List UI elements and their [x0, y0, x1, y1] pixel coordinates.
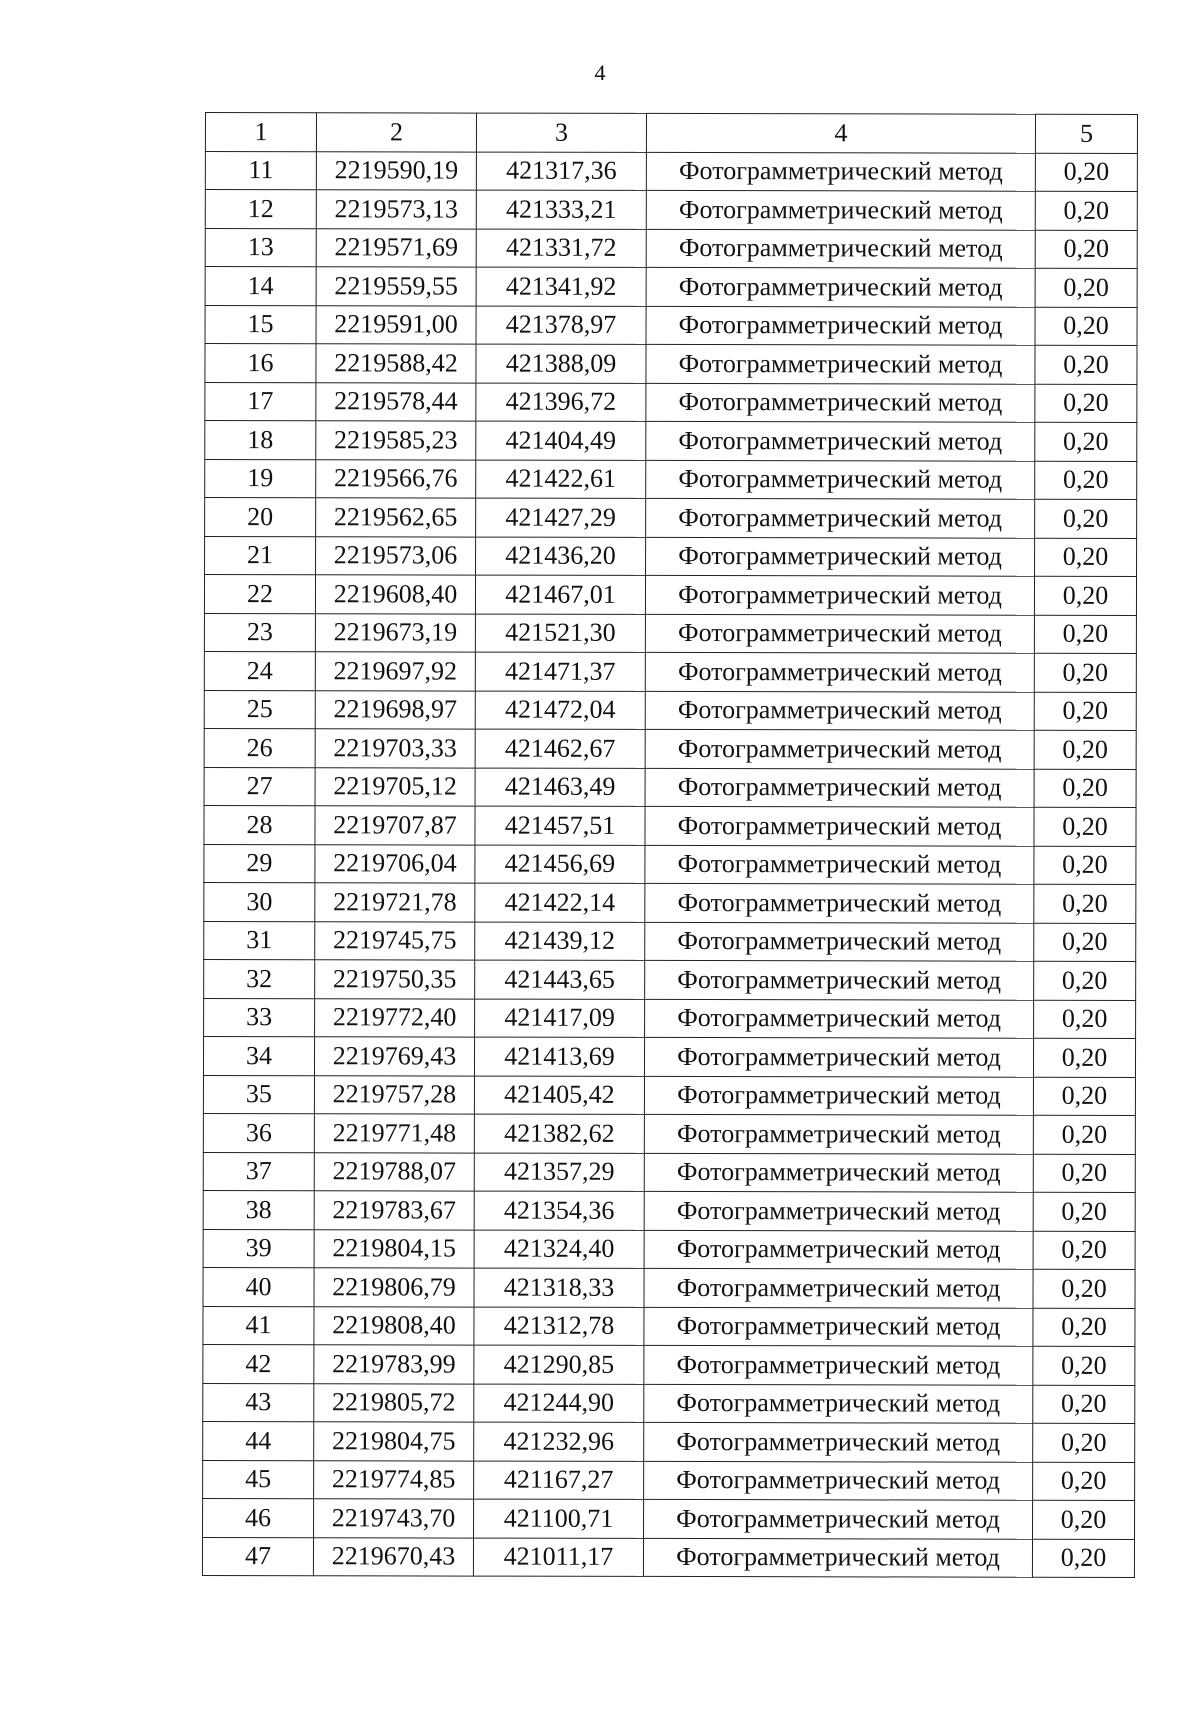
table-row	[203, 1075, 1135, 1115]
y-coordinate-cell: 421456,69	[475, 845, 645, 884]
accuracy-cell: 0,20	[1035, 153, 1137, 192]
method-cell: Фотограмметрический метод	[644, 1345, 1033, 1384]
x-coordinate-cell: 2219806,79	[314, 1268, 474, 1307]
accuracy-cell: 0,20	[1034, 653, 1136, 692]
y-coordinate-cell: 421436,20	[476, 537, 646, 576]
table-row	[205, 421, 1137, 461]
method-cell: Фотограмметрический метод	[646, 460, 1035, 499]
x-coordinate-cell: 2219697,92	[315, 652, 475, 691]
point-number-cell: 11	[205, 151, 316, 190]
accuracy-cell: 0,20	[1035, 461, 1137, 500]
point-number-cell: 33	[204, 998, 315, 1037]
table-row	[203, 1306, 1135, 1346]
x-coordinate-cell: 2219573,13	[316, 190, 476, 229]
point-number-cell: 14	[205, 267, 316, 306]
table-row	[204, 805, 1136, 845]
y-coordinate-cell: 421463,49	[475, 768, 645, 807]
y-coordinate-cell: 421318,33	[474, 1268, 644, 1307]
y-coordinate-cell: 421354,36	[474, 1191, 644, 1230]
table-row	[205, 382, 1137, 422]
table-header-row	[205, 113, 1137, 153]
method-cell: Фотограмметрический метод	[645, 575, 1034, 614]
point-number-cell: 30	[204, 882, 315, 921]
accuracy-cell: 0,20	[1035, 345, 1137, 384]
method-cell: Фотограмметрический метод	[645, 768, 1034, 807]
x-coordinate-cell: 2219804,75	[314, 1422, 474, 1461]
accuracy-cell: 0,20	[1035, 307, 1137, 346]
accuracy-cell: 0,20	[1033, 1308, 1135, 1347]
x-coordinate-cell: 2219571,69	[316, 228, 476, 267]
y-coordinate-cell: 421167,27	[474, 1461, 644, 1500]
x-coordinate-cell: 2219573,06	[316, 536, 476, 575]
y-coordinate-cell: 421457,51	[475, 806, 645, 845]
table-row	[204, 882, 1136, 922]
table-row	[204, 921, 1136, 961]
column-header: 3	[476, 113, 646, 152]
y-coordinate-cell: 421324,40	[474, 1230, 644, 1269]
x-coordinate-cell: 2219706,04	[315, 844, 475, 883]
method-cell: Фотограмметрический метод	[644, 1384, 1033, 1423]
point-number-cell: 47	[202, 1537, 313, 1576]
x-coordinate-cell: 2219804,15	[314, 1229, 474, 1268]
point-number-cell: 40	[203, 1267, 314, 1306]
method-cell: Фотограмметрический метод	[645, 614, 1034, 653]
point-number-cell: 29	[204, 844, 315, 883]
accuracy-cell: 0,20	[1034, 615, 1136, 654]
y-coordinate-cell: 421467,01	[475, 575, 645, 614]
method-cell: Фотограмметрический метод	[646, 190, 1035, 229]
accuracy-cell: 0,20	[1033, 1077, 1135, 1116]
accuracy-cell: 0,20	[1034, 961, 1136, 1000]
x-coordinate-cell: 2219562,65	[316, 498, 476, 537]
point-number-cell: 19	[205, 459, 316, 498]
accuracy-cell: 0,20	[1033, 1192, 1135, 1231]
x-coordinate-cell: 2219673,19	[315, 613, 475, 652]
method-cell: Фотограмметрический метод	[644, 1422, 1033, 1461]
accuracy-cell: 0,20	[1035, 384, 1137, 423]
point-number-cell: 17	[205, 382, 316, 421]
x-coordinate-cell: 2219743,70	[314, 1499, 474, 1538]
x-coordinate-cell: 2219670,43	[313, 1537, 473, 1576]
point-number-cell: 31	[204, 921, 315, 960]
method-cell: Фотограмметрический метод	[644, 1268, 1033, 1307]
point-number-cell: 28	[204, 805, 315, 844]
y-coordinate-cell: 421404,49	[476, 421, 646, 460]
coordinates-table	[202, 112, 1138, 1578]
table-row	[203, 1190, 1135, 1230]
table-row	[203, 1036, 1135, 1076]
column-header: 1	[205, 113, 316, 152]
y-coordinate-cell: 421232,96	[474, 1422, 644, 1461]
y-coordinate-cell: 421521,30	[475, 614, 645, 653]
accuracy-cell: 0,20	[1033, 1385, 1135, 1424]
x-coordinate-cell: 2219705,12	[315, 767, 475, 806]
accuracy-cell: 0,20	[1033, 1231, 1135, 1270]
table-row	[204, 651, 1136, 691]
accuracy-cell: 0,20	[1035, 268, 1137, 307]
method-cell: Фотограмметрический метод	[644, 1499, 1033, 1538]
x-coordinate-cell: 2219591,00	[316, 305, 476, 344]
method-cell: Фотограмметрический метод	[646, 421, 1035, 460]
y-coordinate-cell: 421417,09	[475, 999, 645, 1038]
accuracy-cell: 0,20	[1033, 1423, 1135, 1462]
table-row	[204, 844, 1136, 884]
accuracy-cell: 0,20	[1033, 1115, 1135, 1154]
accuracy-cell: 0,20	[1034, 884, 1136, 923]
y-coordinate-cell: 421427,29	[476, 498, 646, 537]
method-cell: Фотограмметрический метод	[644, 1153, 1033, 1192]
method-cell: Фотограмметрический метод	[644, 1230, 1033, 1269]
y-coordinate-cell: 421378,97	[476, 306, 646, 345]
x-coordinate-cell: 2219566,76	[316, 459, 476, 498]
point-number-cell: 37	[203, 1152, 314, 1191]
point-number-cell: 15	[205, 305, 316, 344]
accuracy-cell: 0,20	[1034, 576, 1136, 615]
method-cell: Фотограмметрический метод	[645, 922, 1034, 961]
x-coordinate-cell: 2219585,23	[316, 421, 476, 460]
method-cell: Фотограмметрический метод	[645, 691, 1034, 730]
table-body	[202, 151, 1137, 1577]
accuracy-cell: 0,20	[1035, 230, 1137, 269]
table-row	[204, 613, 1136, 653]
table-row	[205, 344, 1137, 384]
accuracy-cell: 0,20	[1034, 730, 1136, 769]
point-number-cell: 12	[205, 190, 316, 229]
point-number-cell: 46	[203, 1498, 314, 1537]
table-row	[204, 767, 1136, 807]
point-number-cell: 41	[203, 1306, 314, 1345]
method-cell: Фотограмметрический метод	[645, 845, 1034, 884]
x-coordinate-cell: 2219769,43	[314, 1037, 474, 1076]
method-cell: Фотограмметрический метод	[645, 999, 1034, 1038]
method-cell: Фотограмметрический метод	[645, 806, 1034, 845]
y-coordinate-cell: 421333,21	[476, 190, 646, 229]
point-number-cell: 18	[205, 421, 316, 460]
y-coordinate-cell: 421312,78	[474, 1307, 644, 1346]
accuracy-cell: 0,20	[1035, 191, 1137, 230]
table-row	[204, 575, 1136, 615]
table-row	[204, 998, 1136, 1038]
y-coordinate-cell: 421331,72	[476, 229, 646, 268]
x-coordinate-cell: 2219588,42	[316, 344, 476, 383]
method-cell: Фотограмметрический метод	[644, 1076, 1033, 1115]
method-cell: Фотограмметрический метод	[644, 1307, 1033, 1346]
x-coordinate-cell: 2219783,67	[314, 1191, 474, 1230]
method-cell: Фотограмметрический метод	[645, 729, 1034, 768]
table-row	[202, 1537, 1134, 1577]
table-row	[205, 498, 1137, 538]
y-coordinate-cell: 421100,71	[474, 1499, 644, 1538]
y-coordinate-cell: 421462,67	[475, 729, 645, 768]
point-number-cell: 35	[203, 1075, 314, 1114]
table-row	[203, 1383, 1135, 1423]
table-row	[203, 1229, 1135, 1269]
y-coordinate-cell: 421382,62	[474, 1114, 644, 1153]
method-cell: Фотограмметрический метод	[645, 883, 1034, 922]
point-number-cell: 45	[203, 1460, 314, 1499]
x-coordinate-cell: 2219783,99	[314, 1345, 474, 1384]
method-cell: Фотограмметрический метод	[646, 498, 1035, 537]
y-coordinate-cell: 421472,04	[475, 691, 645, 730]
accuracy-cell: 0,20	[1034, 923, 1136, 962]
y-coordinate-cell: 421290,85	[474, 1345, 644, 1384]
table-row	[205, 267, 1137, 307]
x-coordinate-cell: 2219608,40	[315, 575, 475, 614]
point-number-cell: 13	[205, 228, 316, 267]
x-coordinate-cell: 2219707,87	[315, 806, 475, 845]
method-cell: Фотограмметрический метод	[644, 1037, 1033, 1076]
column-header: 5	[1035, 114, 1137, 153]
point-number-cell: 36	[203, 1113, 314, 1152]
accuracy-cell: 0,20	[1034, 807, 1136, 846]
point-number-cell: 22	[204, 575, 315, 614]
accuracy-cell: 0,20	[1034, 1000, 1136, 1039]
point-number-cell: 25	[204, 690, 315, 729]
point-number-cell: 27	[204, 767, 315, 806]
accuracy-cell: 0,20	[1035, 538, 1137, 577]
point-number-cell: 24	[204, 651, 315, 690]
x-coordinate-cell: 2219745,75	[315, 921, 475, 960]
accuracy-cell: 0,20	[1033, 1500, 1135, 1539]
point-number-cell: 34	[203, 1036, 314, 1075]
method-cell: Фотограмметрический метод	[646, 267, 1035, 306]
y-coordinate-cell: 421317,36	[476, 152, 646, 191]
page-number: 4	[594, 60, 606, 85]
x-coordinate-cell: 2219721,78	[315, 883, 475, 922]
y-coordinate-cell: 421357,29	[474, 1153, 644, 1192]
point-number-cell: 44	[203, 1421, 314, 1460]
method-cell: Фотограмметрический метод	[644, 1461, 1033, 1500]
method-cell: Фотограмметрический метод	[643, 1538, 1032, 1577]
table-row	[205, 305, 1137, 345]
y-coordinate-cell: 421413,69	[474, 1037, 644, 1076]
y-coordinate-cell: 421396,72	[476, 383, 646, 422]
x-coordinate-cell: 2219774,85	[314, 1460, 474, 1499]
method-cell: Фотограмметрический метод	[645, 652, 1034, 691]
x-coordinate-cell: 2219771,48	[314, 1114, 474, 1153]
method-cell: Фотограмметрический метод	[646, 537, 1035, 576]
point-number-cell: 43	[203, 1383, 314, 1422]
x-coordinate-cell: 2219805,72	[314, 1383, 474, 1422]
point-number-cell: 32	[204, 959, 315, 998]
coordinates-table-container	[202, 112, 1137, 1578]
accuracy-cell: 0,20	[1033, 1154, 1135, 1193]
x-coordinate-cell: 2219750,35	[315, 960, 475, 999]
method-cell: Фотограмметрический метод	[646, 306, 1035, 345]
table-row	[205, 151, 1137, 191]
method-cell: Фотограмметрический метод	[645, 960, 1034, 999]
x-coordinate-cell: 2219788,07	[314, 1152, 474, 1191]
x-coordinate-cell: 2219578,44	[316, 382, 476, 421]
x-coordinate-cell: 2219703,33	[315, 729, 475, 768]
table-row	[205, 536, 1137, 576]
point-number-cell: 26	[204, 728, 315, 767]
accuracy-cell: 0,20	[1035, 499, 1137, 538]
y-coordinate-cell: 421439,12	[475, 922, 645, 961]
table-row	[205, 228, 1137, 268]
accuracy-cell: 0,20	[1034, 769, 1136, 808]
accuracy-cell: 0,20	[1033, 1462, 1135, 1501]
table-row	[204, 690, 1136, 730]
point-number-cell: 38	[203, 1190, 314, 1229]
table-row	[204, 959, 1136, 999]
method-cell: Фотограмметрический метод	[646, 383, 1035, 422]
method-cell: Фотограмметрический метод	[646, 152, 1035, 191]
x-coordinate-cell: 2219757,28	[314, 1075, 474, 1114]
y-coordinate-cell: 421443,65	[475, 960, 645, 999]
x-coordinate-cell: 2219590,19	[316, 151, 476, 190]
column-header: 2	[316, 113, 476, 152]
table-row	[203, 1113, 1135, 1153]
point-number-cell: 21	[205, 536, 316, 575]
accuracy-cell: 0,20	[1032, 1539, 1134, 1578]
accuracy-cell: 0,20	[1033, 1269, 1135, 1308]
y-coordinate-cell: 421388,09	[476, 344, 646, 383]
table-row	[203, 1498, 1135, 1538]
method-cell: Фотограмметрический метод	[646, 229, 1035, 268]
accuracy-cell: 0,20	[1033, 1346, 1135, 1385]
accuracy-cell: 0,20	[1033, 1038, 1135, 1077]
y-coordinate-cell: 421244,90	[474, 1384, 644, 1423]
point-number-cell: 39	[203, 1229, 314, 1268]
table-row	[205, 459, 1137, 499]
accuracy-cell: 0,20	[1035, 422, 1137, 461]
accuracy-cell: 0,20	[1034, 846, 1136, 885]
table-row	[203, 1344, 1135, 1384]
point-number-cell: 16	[205, 344, 316, 383]
y-coordinate-cell: 421405,42	[474, 1076, 644, 1115]
accuracy-cell: 0,20	[1034, 692, 1136, 731]
y-coordinate-cell: 421011,17	[473, 1538, 643, 1577]
point-number-cell: 42	[203, 1344, 314, 1383]
column-header: 4	[646, 113, 1035, 152]
x-coordinate-cell: 2219808,40	[314, 1306, 474, 1345]
y-coordinate-cell: 421471,37	[475, 652, 645, 691]
x-coordinate-cell: 2219559,55	[316, 267, 476, 306]
table-row	[205, 190, 1137, 230]
table-row	[204, 728, 1136, 768]
y-coordinate-cell: 421341,92	[476, 267, 646, 306]
method-cell: Фотограмметрический метод	[644, 1191, 1033, 1230]
table-row	[203, 1460, 1135, 1500]
table-row	[203, 1267, 1135, 1307]
y-coordinate-cell: 421422,14	[475, 883, 645, 922]
x-coordinate-cell: 2219772,40	[315, 998, 475, 1037]
point-number-cell: 20	[205, 498, 316, 537]
table-row	[203, 1421, 1135, 1461]
point-number-cell: 23	[204, 613, 315, 652]
method-cell: Фотограмметрический метод	[644, 1114, 1033, 1153]
y-coordinate-cell: 421422,61	[476, 460, 646, 499]
method-cell: Фотограмметрический метод	[646, 344, 1035, 383]
x-coordinate-cell: 2219698,97	[315, 690, 475, 729]
table-row	[203, 1152, 1135, 1192]
